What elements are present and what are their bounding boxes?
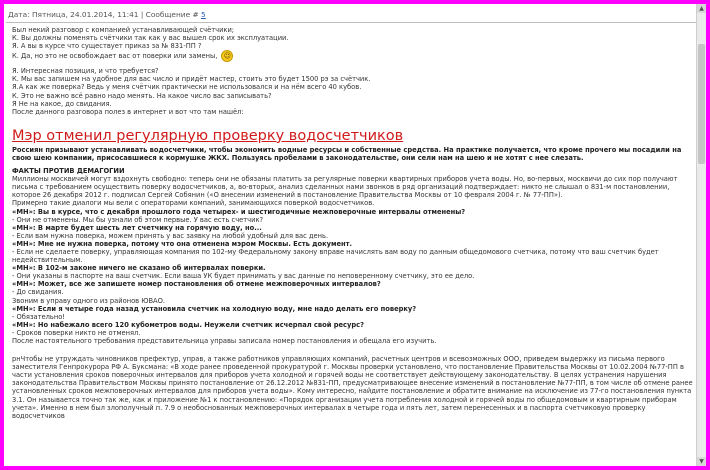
scroll-up-icon[interactable]: ▲ xyxy=(697,4,706,13)
dialogue-answer: - Обязательно! xyxy=(12,312,65,321)
dialogue-question: «МН»: Мне не нужна поверка, потому что она отменена мэром Москвы. Есть документ. xyxy=(12,239,353,248)
scroll-thumb[interactable] xyxy=(698,44,705,164)
dialogue-answer: - Они указаны в паспорте на ваш счетчик. Если ваша УК будет принимать у вас данные по неповеренному счетчику, это ее дело. xyxy=(12,272,475,281)
intro-line: К. Вы должны поменять счётчики так как у вас вышел срок их эксплуатации. xyxy=(12,34,289,43)
article-headline[interactable]: Мэр отменил регулярную проверку водосчетчиков xyxy=(12,127,404,144)
dialogue-intro: Примерно такие диалоги мы вели с операторами компаний, занимающихся поверкой водосчетчиков. xyxy=(12,199,375,208)
post-frame xyxy=(4,4,706,466)
intro-line: К. Да, но это не освобождает вас от поверки или замены, ☺ xyxy=(12,50,696,62)
post-header xyxy=(6,8,698,23)
post-body xyxy=(12,26,696,420)
dialogue-answer: - Если вам нужна поверка, можем принять у вас заявку на любой удобный для вас день. xyxy=(12,231,329,240)
intro-line: После данного разговора полез в интернет и вот что там нашёл: xyxy=(12,107,244,116)
intro-line: Я.А как же поверка? Ведь у меня счётчик практически не использовался и на нём всего 40 кубов. xyxy=(12,83,362,92)
smiley-icon: ☺ xyxy=(221,50,233,62)
article-lead: Россиян призывают устанавливать водосчетчики, чтобы экономить водные ресурсы и собственные средства. На практике получается, что кроме прочего мы посадили на свою шею компании, присосавшиеся к кормушке ЖКХ. Пользуясь пробелами в законодательстве, они сели нам на шею и не хотят с нее слезать. xyxy=(12,145,682,162)
intro-line: Был некий разговор с компанией устанавливающей счётчики; xyxy=(12,26,235,34)
dialogue-question: «МН»: Вы в курсе, что с декабря прошлого года четырех- и шестигодичные межповерочные интервалы отменены? xyxy=(12,207,466,216)
section-title: ФАКТЫ ПРОТИВ ДЕМАГОГИИ xyxy=(12,167,125,176)
vertical-scrollbar[interactable] xyxy=(696,4,706,466)
bottom-paragraph: рнЧтобы не утруждать чиновников префектур, управ, а также работников управляющих компаний, расчетных центров и всевозможных ООО, приведем выдержку из письма первого заместителя Генпрокурора РФ А. Буксмана: «В ходе ранее проведенной прокуратурой г. Москвы проверки установлено, что постановление Правительства Москвы от 10.02.2004 №77-ПП в части установления сроков поверочных интервалов для приборов учета холодной и горячей воды не соответствует действующему законодательству. В целях устранения нарушения законодательства Правительством Москвы принято постановление от 26.12.2012 №831-ПП, предусматривающее внесение изменений в постановление №77-ПП, в том числе об отмене ранее установленных сроков межповерочных интервалов для приборов учета воды». Кому интересно, найдите постановление и обратите внимание на исключение из 77-го постановления пункта 3.1. Он называется точно так же, как и приложение №1 к постановлению: «Порядок организации учета потребления холодной и горячей воды по общедомовым и квартирным приборам учета». Именно в нем был злополучный п. 7.9 о необоснованных межповерочных интервалах в четыре года и пять лет, затем перенесенных и в паспорта счетчиковую проверку водосчетчиков xyxy=(12,355,693,420)
intro-line: Я Не на какое, до свидания. xyxy=(12,99,112,108)
dialogue-answer: - Они не отменены. Мы бы узнали об этом первые. У вас есть счетчик? xyxy=(12,215,264,224)
message-number-link[interactable]: 5 xyxy=(201,10,206,19)
intro-line: Я. А вы в курсе что существует приказ за № 831-ПП ? xyxy=(12,42,202,51)
intro-line: К. Мы вас запишем на удобное для вас число и придёт мастер, стоить это будет 1500 рэ за счётчик. xyxy=(12,75,371,84)
dialogue-question: «МН»: Если я четыре года назад установила счетчик на холодную воду, мне надо делать его поверку? xyxy=(12,304,417,313)
intro-line: Я. Интересная позиция, и что требуется? xyxy=(12,67,159,76)
post-date: Дата: Пятница, 24.01.2014, 11:41 | Сообщение # xyxy=(8,10,202,19)
dialogue-answer: - Если не сделаете поверку, управляющая компания по 102-му Федеральному закону вправе начислять вам воду по данным общедомового счетчика, потому что ваш счетчик будет недействительным. xyxy=(12,247,659,265)
dialogue-question: «МН»: Может, все же запишете номер постановления об отмене межповерочных интервалов? xyxy=(12,280,381,289)
closing-text: После настоятельного требования представительница управы записала номер постановления и обещала его изучить. xyxy=(12,337,437,345)
intro-line: К. Это не важно всё равно надо менять. На какое число вас записывать? xyxy=(12,91,272,100)
facts-paragraph: Миллионы москвичей могут вздохнуть свободно: теперь они не обязаны платить за регулярные поверки квартирных приборов учета воды. Но, во-первых, москвичи до сих пор получают письма с требованием осуществить поверку водосчетчиков, а, во-вторых, анализ сделанных нами звонков в ряд организаций подтверждает: никто не слышал о 831-м постановлении, которое 26 декабря 2012 г. подписал Сергей Собянин («О внесении изменений в постановление Правительства Москвы от 10 февраля 2004 г. № 77-ПП»). xyxy=(12,175,678,200)
dialogue-question: «МН»: Но набежало всего 120 кубометров воды. Неужели счетчик исчерпал свой ресурс? xyxy=(12,320,365,329)
call-text: Звоним в управу одного из районов ЮВАО. xyxy=(12,296,165,305)
dialogue-question: «МН»: В марте будет шесть лет счетчику на горячую воду, но... xyxy=(12,223,262,232)
dialogue-answer: - Сроков поверки никто не отменял. xyxy=(12,328,141,337)
dialogue-answer: - До свидания. xyxy=(12,288,64,297)
scroll-down-icon[interactable]: ▼ xyxy=(697,457,706,466)
dialogue-question: «МН»: В 102-м законе ничего не сказано об интервалах поверки. xyxy=(12,264,266,273)
